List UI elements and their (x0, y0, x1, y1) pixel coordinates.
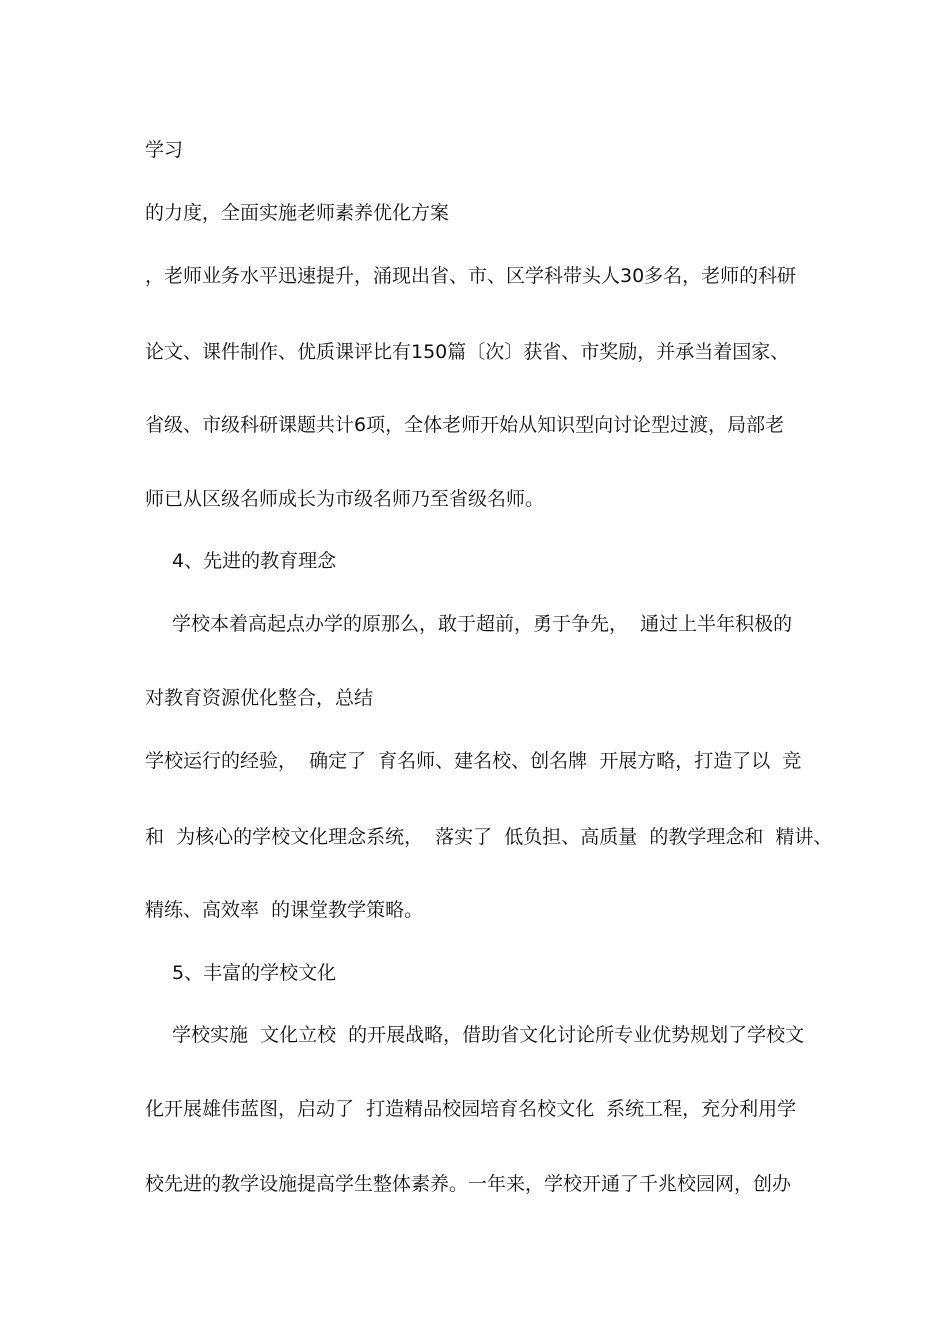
text-line: 学习 (145, 139, 184, 161)
text-line: 论文、课件制作、优质课评比有150篇〔次〕获省、市奖励，并承当着国家、 (145, 341, 790, 363)
text-line: ，老师业务水平迅速提升，涌现出省、市、区学科带头人30多名，老师的科研 (145, 265, 797, 287)
section-heading: 5、丰富的学校文化 (172, 962, 337, 984)
text-line: 和 为核心的学校文化理念系统， 落实了 低负担、高质量 的教学理念和 精讲、 (145, 826, 833, 848)
text-line: 化开展雄伟蓝图，启动了 打造精品校园培育名校文化 系统工程，充分利用学 (145, 1098, 797, 1120)
section-heading: 4、先进的教育理念 (172, 550, 337, 572)
text-line: 校先进的教学设施提高学生整体素养。一年来，学校开通了千兆校园网，创办 (145, 1173, 792, 1195)
text-line: 精练、高效率 的课堂教学策略。 (145, 899, 424, 921)
text-line: 省级、市级科研课题共计6项，全体老师开始从知识型向讨论型过渡，局部老 (145, 414, 785, 436)
text-line: 的力度，全面实施老师素养优化方案 (145, 202, 450, 224)
text-line: 学校本着高起点办学的原那么，敢于超前，勇于争先， 通过上半年积极的 (172, 613, 793, 635)
text-line: 对教育资源优化整合，总结 (145, 687, 374, 709)
text-line: 学校实施 文化立校 的开展战略，借助省文化讨论所专业优势规划了学校文 (172, 1024, 805, 1046)
text-line: 师已从区级名师成长为市级名师乃至省级名师。 (145, 488, 545, 510)
text-line: 学校运行的经验， 确定了 育名师、建名校、创名牌 开展方略，打造了以 竞 (145, 750, 802, 772)
